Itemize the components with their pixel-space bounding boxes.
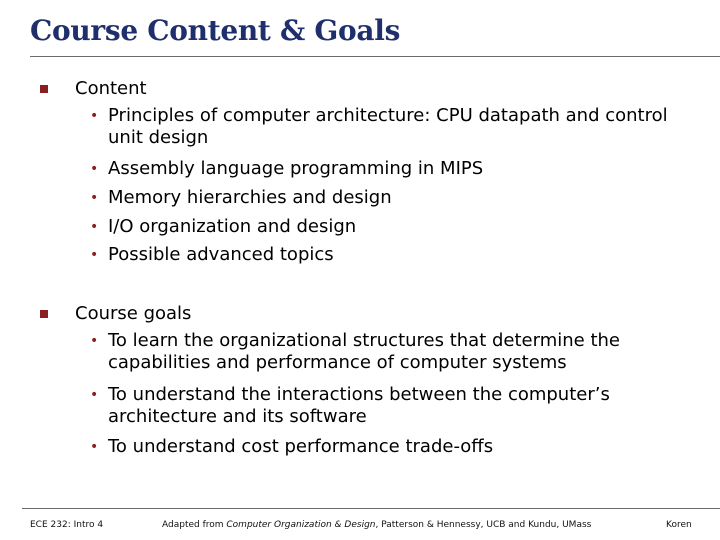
bullet-dot-icon: • <box>90 219 99 235</box>
list-item <box>90 244 670 266</box>
list-item <box>90 436 670 458</box>
section-heading-content: Content <box>75 78 147 99</box>
bullet-dot-icon: • <box>90 190 99 206</box>
bullet-dot-icon: • <box>90 439 99 455</box>
attribution-prefix: Adapted from <box>162 520 227 530</box>
title-divider <box>30 56 720 57</box>
slide-title: Course Content & Goals <box>30 14 401 47</box>
list-item-text: Assembly language programming in MIPS <box>108 158 484 179</box>
list-item-text: Possible advanced topics <box>108 244 334 265</box>
section-bullet-square <box>40 310 48 318</box>
list-item <box>90 105 670 149</box>
section-bullet-square <box>40 85 48 93</box>
footer-divider <box>22 508 720 509</box>
attribution-book-title: Computer Organization & Design <box>226 520 376 530</box>
footer-author: Koren <box>666 520 692 530</box>
bullet-dot-icon: • <box>90 333 99 349</box>
attribution-suffix: , Patterson & Hennessy, UCB and Kundu, UMass <box>375 520 592 530</box>
list-item <box>90 330 670 374</box>
list-item-text: To understand the interactions between the computer’s architecture and its software <box>108 384 610 427</box>
list-item-text: To understand cost performance trade-offs <box>108 436 494 457</box>
footer-attribution <box>162 520 591 530</box>
bullet-dot-icon: • <box>90 387 99 403</box>
list-item-text: Principles of computer architecture: CPU datapath and control unit design <box>108 105 668 148</box>
list-item <box>90 216 670 238</box>
bullet-dot-icon: • <box>90 161 99 177</box>
list-item-text: Memory hierarchies and design <box>108 187 392 208</box>
section-heading-course-goals: Course goals <box>75 303 192 324</box>
bullet-dot-icon: • <box>90 108 99 124</box>
list-item <box>90 187 670 209</box>
bullet-dot-icon: • <box>90 247 99 263</box>
list-item <box>90 158 670 180</box>
footer-course-label: ECE 232: Intro 4 <box>30 520 104 530</box>
list-item-text: To learn the organizational structures that determine the capabilities and performance of computer systems <box>108 330 620 373</box>
list-item <box>90 384 670 428</box>
list-item-text: I/O organization and design <box>108 216 357 237</box>
